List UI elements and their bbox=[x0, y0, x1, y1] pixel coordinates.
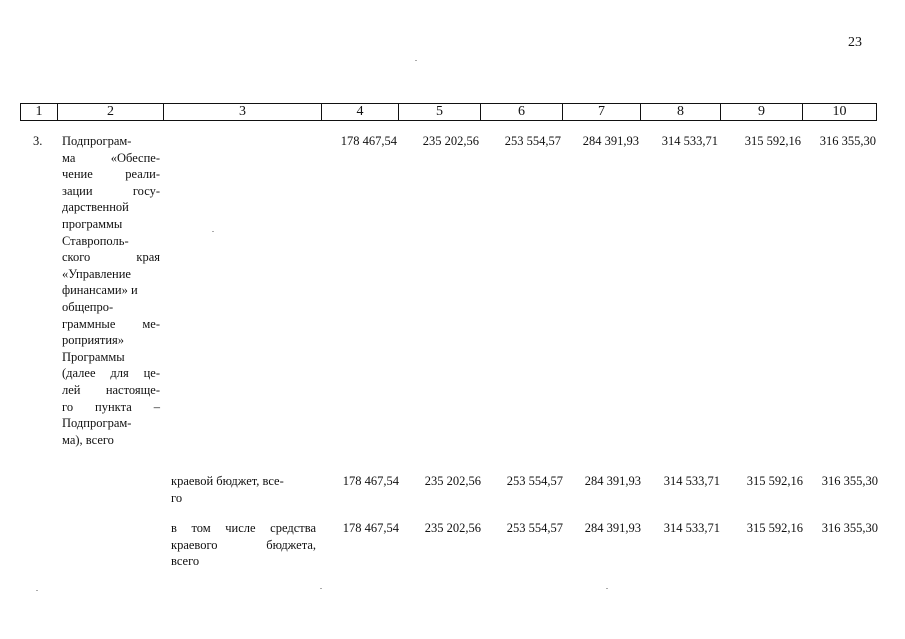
description-line: лей настояще- bbox=[62, 382, 160, 397]
value-col-8: 314 533,71 bbox=[663, 521, 720, 535]
scan-speck bbox=[606, 588, 608, 589]
sub-row-label bbox=[171, 520, 316, 570]
value-col-10: 316 355,30 bbox=[819, 134, 876, 148]
value-col-9: 315 592,16 bbox=[746, 474, 803, 488]
header-cell: 3 bbox=[164, 104, 322, 121]
description-line: граммные ме- bbox=[62, 316, 160, 331]
description-line: Подпрограм- bbox=[62, 416, 132, 431]
description-line: зации госу- bbox=[62, 183, 160, 198]
description-line: программы bbox=[62, 216, 123, 231]
sub-row-label bbox=[171, 473, 316, 506]
subprogram-description bbox=[62, 133, 160, 448]
value-col-5: 235 202,56 bbox=[424, 474, 481, 488]
description-line: го пункта – bbox=[62, 399, 160, 414]
page-number: 23 bbox=[848, 35, 862, 50]
value-col-4: 178 467,54 bbox=[340, 134, 397, 148]
description-line: роприятия» bbox=[62, 333, 125, 348]
description-line: ма «Обеспе- bbox=[62, 150, 160, 165]
value-col-9: 315 592,16 bbox=[744, 134, 801, 148]
header-cell: 6 bbox=[481, 104, 563, 121]
value-col-6: 253 554,57 bbox=[504, 134, 561, 148]
description-line: (далее для це- bbox=[62, 366, 160, 381]
label-line: в том числе средства bbox=[171, 521, 316, 535]
header-cell: 8 bbox=[641, 104, 721, 121]
value-col-4: 178 467,54 bbox=[342, 521, 399, 535]
label-line: всего bbox=[171, 554, 200, 569]
value-col-10: 316 355,30 bbox=[821, 521, 878, 535]
value-col-6: 253 554,57 bbox=[506, 521, 563, 535]
value-col-7: 284 391,93 bbox=[584, 521, 641, 535]
value-col-10: 316 355,30 bbox=[821, 474, 878, 488]
description-line: ского края bbox=[62, 250, 160, 265]
header-cell: 7 bbox=[563, 104, 641, 121]
description-line: общепро- bbox=[62, 299, 114, 314]
value-col-7: 284 391,93 bbox=[584, 474, 641, 488]
scan-speck bbox=[212, 231, 214, 232]
header-row bbox=[21, 104, 877, 121]
value-col-9: 315 592,16 bbox=[746, 521, 803, 535]
header-cell: 10 bbox=[803, 104, 877, 121]
header-cell: 2 bbox=[58, 104, 164, 121]
header-cell: 4 bbox=[322, 104, 399, 121]
description-line: чение реали- bbox=[62, 167, 160, 182]
header-cell: 1 bbox=[21, 104, 58, 121]
row-number: 3. bbox=[33, 134, 43, 148]
scan-speck bbox=[320, 588, 322, 589]
value-col-5: 235 202,56 bbox=[424, 521, 481, 535]
label-line: краевого бюджета, bbox=[171, 537, 316, 552]
description-line: финансами» и bbox=[62, 283, 138, 298]
value-col-8: 314 533,71 bbox=[663, 474, 720, 488]
description-line: ма), всего bbox=[62, 432, 114, 447]
value-col-5: 235 202,56 bbox=[422, 134, 479, 148]
scan-speck bbox=[36, 590, 38, 591]
header-cell: 5 bbox=[399, 104, 481, 121]
description-line: «Управление bbox=[62, 266, 131, 281]
value-col-4: 178 467,54 bbox=[342, 474, 399, 488]
description-line: Программы bbox=[62, 349, 125, 364]
column-header-table bbox=[20, 103, 877, 121]
label-line: го bbox=[171, 490, 183, 505]
value-col-8: 314 533,71 bbox=[661, 134, 718, 148]
description-line: Ставрополь- bbox=[62, 233, 129, 248]
description-line: дарственной bbox=[62, 200, 129, 215]
label-line: краевой бюджет, все- bbox=[171, 474, 284, 488]
description-line: Подпрограм- bbox=[62, 134, 132, 148]
scan-speck bbox=[415, 60, 417, 61]
value-col-7: 284 391,93 bbox=[582, 134, 639, 148]
value-col-6: 253 554,57 bbox=[506, 474, 563, 488]
header-cell: 9 bbox=[721, 104, 803, 121]
